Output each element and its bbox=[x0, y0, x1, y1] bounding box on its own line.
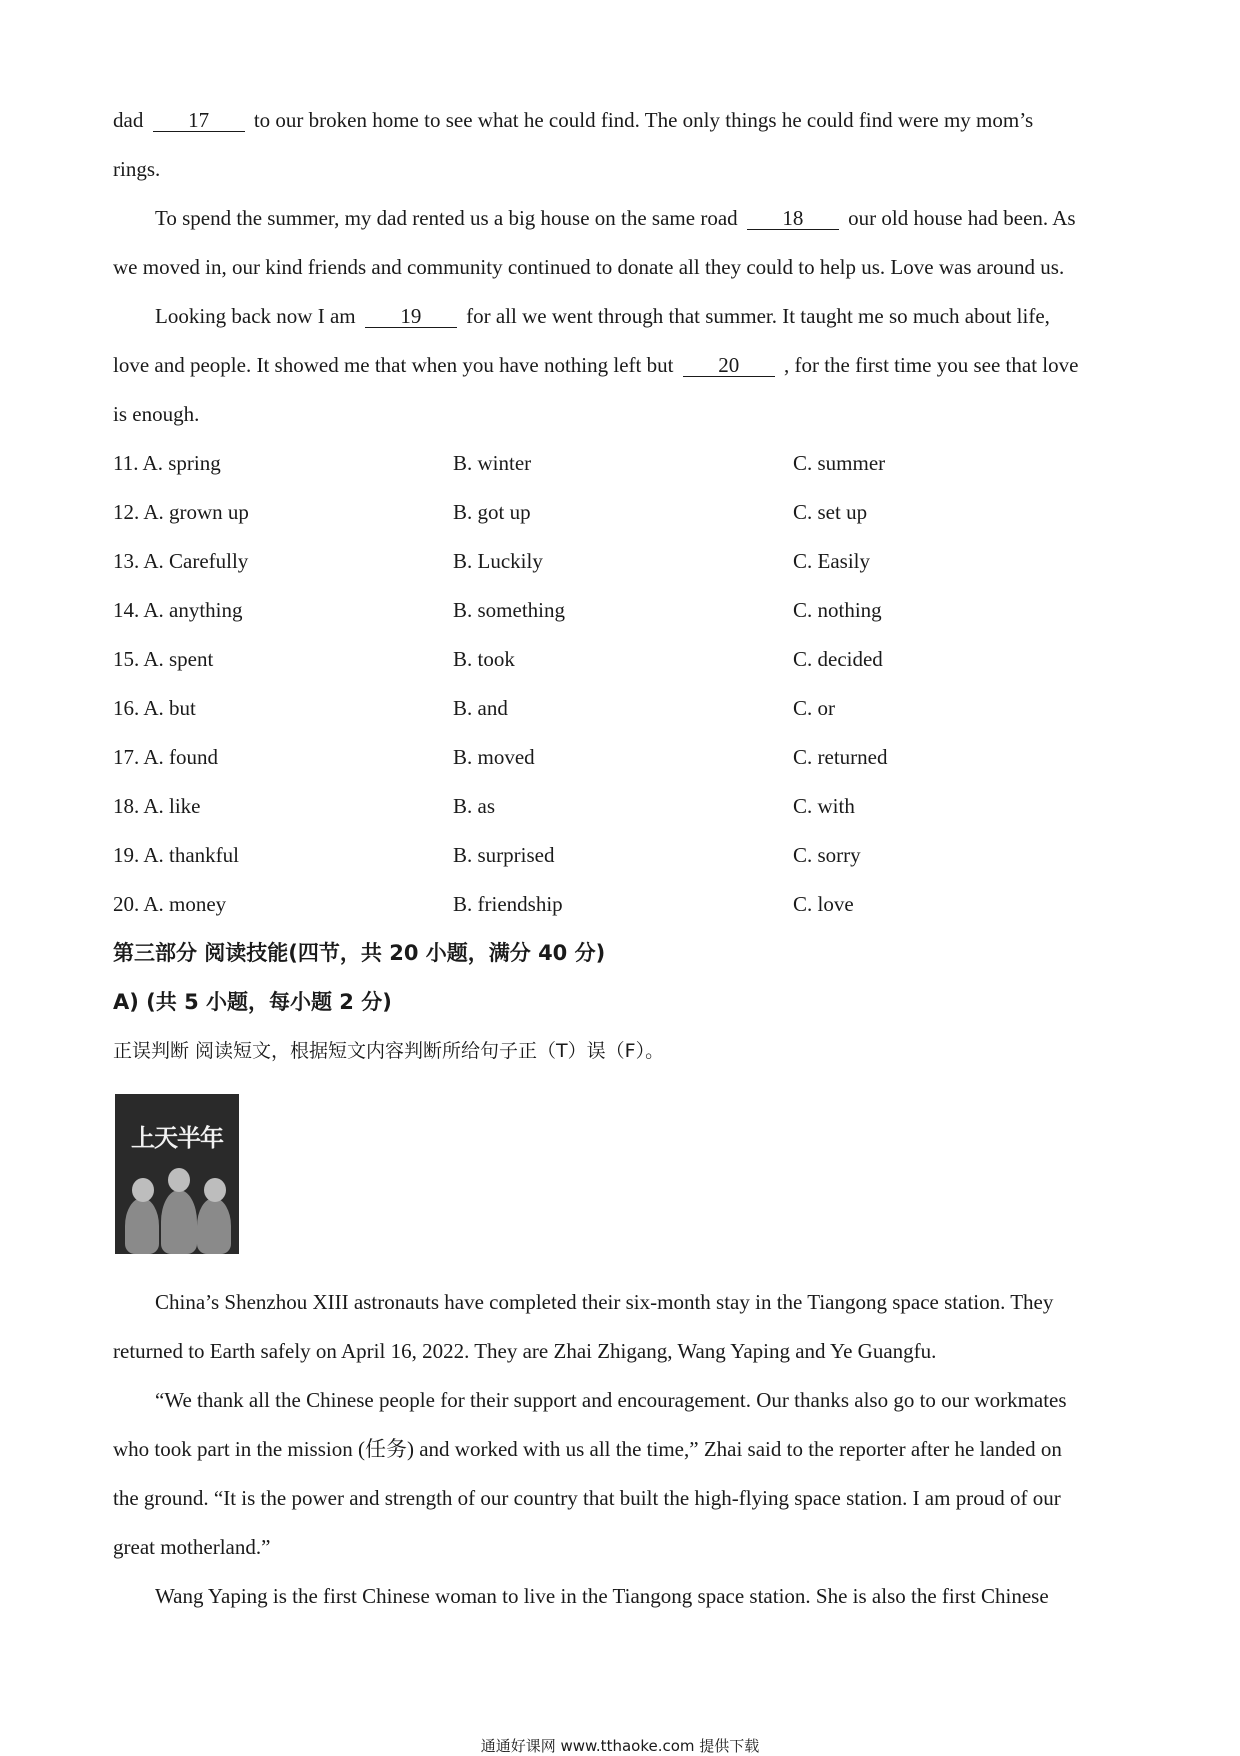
passage-line: rings. bbox=[113, 157, 161, 181]
passage-line: dad 17 to our broken home to see what he could find. The only things he could find were my mom’s bbox=[113, 108, 1034, 132]
option-row: 20. A. money B. friendship C. love bbox=[113, 892, 854, 916]
passage-line: To spend the summer, my dad rented us a big house on the same road 18 our old house had been. As bbox=[155, 206, 1076, 230]
options-list bbox=[113, 439, 1133, 929]
astronaut-figure bbox=[161, 1190, 197, 1254]
astronaut-head bbox=[132, 1178, 154, 1202]
passage-line: Wang Yaping is the first Chinese woman to live in the Tiangong space station. She is also the first Chinese bbox=[155, 1584, 1049, 1608]
section-title: 第三部分 阅读技能(四节，共 20 小题，满分 40 分) bbox=[113, 941, 606, 965]
passage-line: is enough. bbox=[113, 402, 200, 426]
book-cover-image bbox=[115, 1094, 239, 1254]
passage-line: we moved in, our kind friends and community continued to donate all they could to help us. Love was around us. bbox=[113, 255, 1065, 279]
passage-line: China’s Shenzhou XIII astronauts have completed their six-month stay in the Tiangong space station. They bbox=[155, 1290, 1054, 1314]
blank-20: 20 bbox=[683, 354, 775, 377]
option-row: 16. A. but B. and C. or bbox=[113, 696, 835, 720]
option-row: 17. A. found B. moved C. returned bbox=[113, 745, 888, 769]
instruction-text: 正误判断 阅读短文，根据短文内容判断所给句子正（T）误（F）。 bbox=[113, 1040, 665, 1062]
astronaut-head bbox=[168, 1168, 190, 1192]
book-cover-title: 上天半年 bbox=[131, 1124, 223, 1152]
option-row: 12. A. grown up B. got up C. set up bbox=[113, 500, 868, 524]
section-subtitle: A) (共 5 小题，每小题 2 分) bbox=[113, 990, 392, 1014]
blank-18: 18 bbox=[747, 207, 839, 230]
blank-17: 17 bbox=[153, 109, 245, 132]
option-row: 11. A. spring B. winter C. summer bbox=[113, 451, 886, 475]
page-footer: 通通好课网 www.tthaoke.com 提供下载 bbox=[480, 1737, 760, 1755]
option-row: 13. A. Carefully B. Luckily C. Easily bbox=[113, 549, 870, 573]
option-row: 19. A. thankful B. surprised C. sorry bbox=[113, 843, 861, 867]
astronaut-head bbox=[204, 1178, 226, 1202]
passage-line: “We thank all the Chinese people for their support and encouragement. Our thanks also go to our workmates bbox=[155, 1388, 1067, 1412]
blank-19: 19 bbox=[365, 305, 457, 328]
passage-line: Looking back now I am 19 for all we went through that summer. It taught me so much about life, bbox=[155, 304, 1050, 328]
option-row: 14. A. anything B. something C. nothing bbox=[113, 598, 882, 622]
passage-line: love and people. It showed me that when you have nothing left but 20 , for the first time you see that love bbox=[113, 353, 1079, 377]
document-page bbox=[113, 96, 1133, 1621]
passage-line: who took part in the mission (任务) and worked with us all the time,” Zhai said to the reporter after he landed on bbox=[113, 1437, 1062, 1461]
passage-line: returned to Earth safely on April 16, 2022. They are Zhai Zhigang, Wang Yaping and Ye Guangfu. bbox=[113, 1339, 937, 1363]
passage-line: great motherland.” bbox=[113, 1535, 271, 1559]
astronaut-figure bbox=[197, 1198, 231, 1254]
option-row: 18. A. like B. as C. with bbox=[113, 794, 855, 818]
option-row: 15. A. spent B. took C. decided bbox=[113, 647, 883, 671]
passage-line: the ground. “It is the power and strength of our country that built the high-flying space station. I am proud of our bbox=[113, 1486, 1061, 1510]
astronaut-figure bbox=[125, 1198, 159, 1254]
